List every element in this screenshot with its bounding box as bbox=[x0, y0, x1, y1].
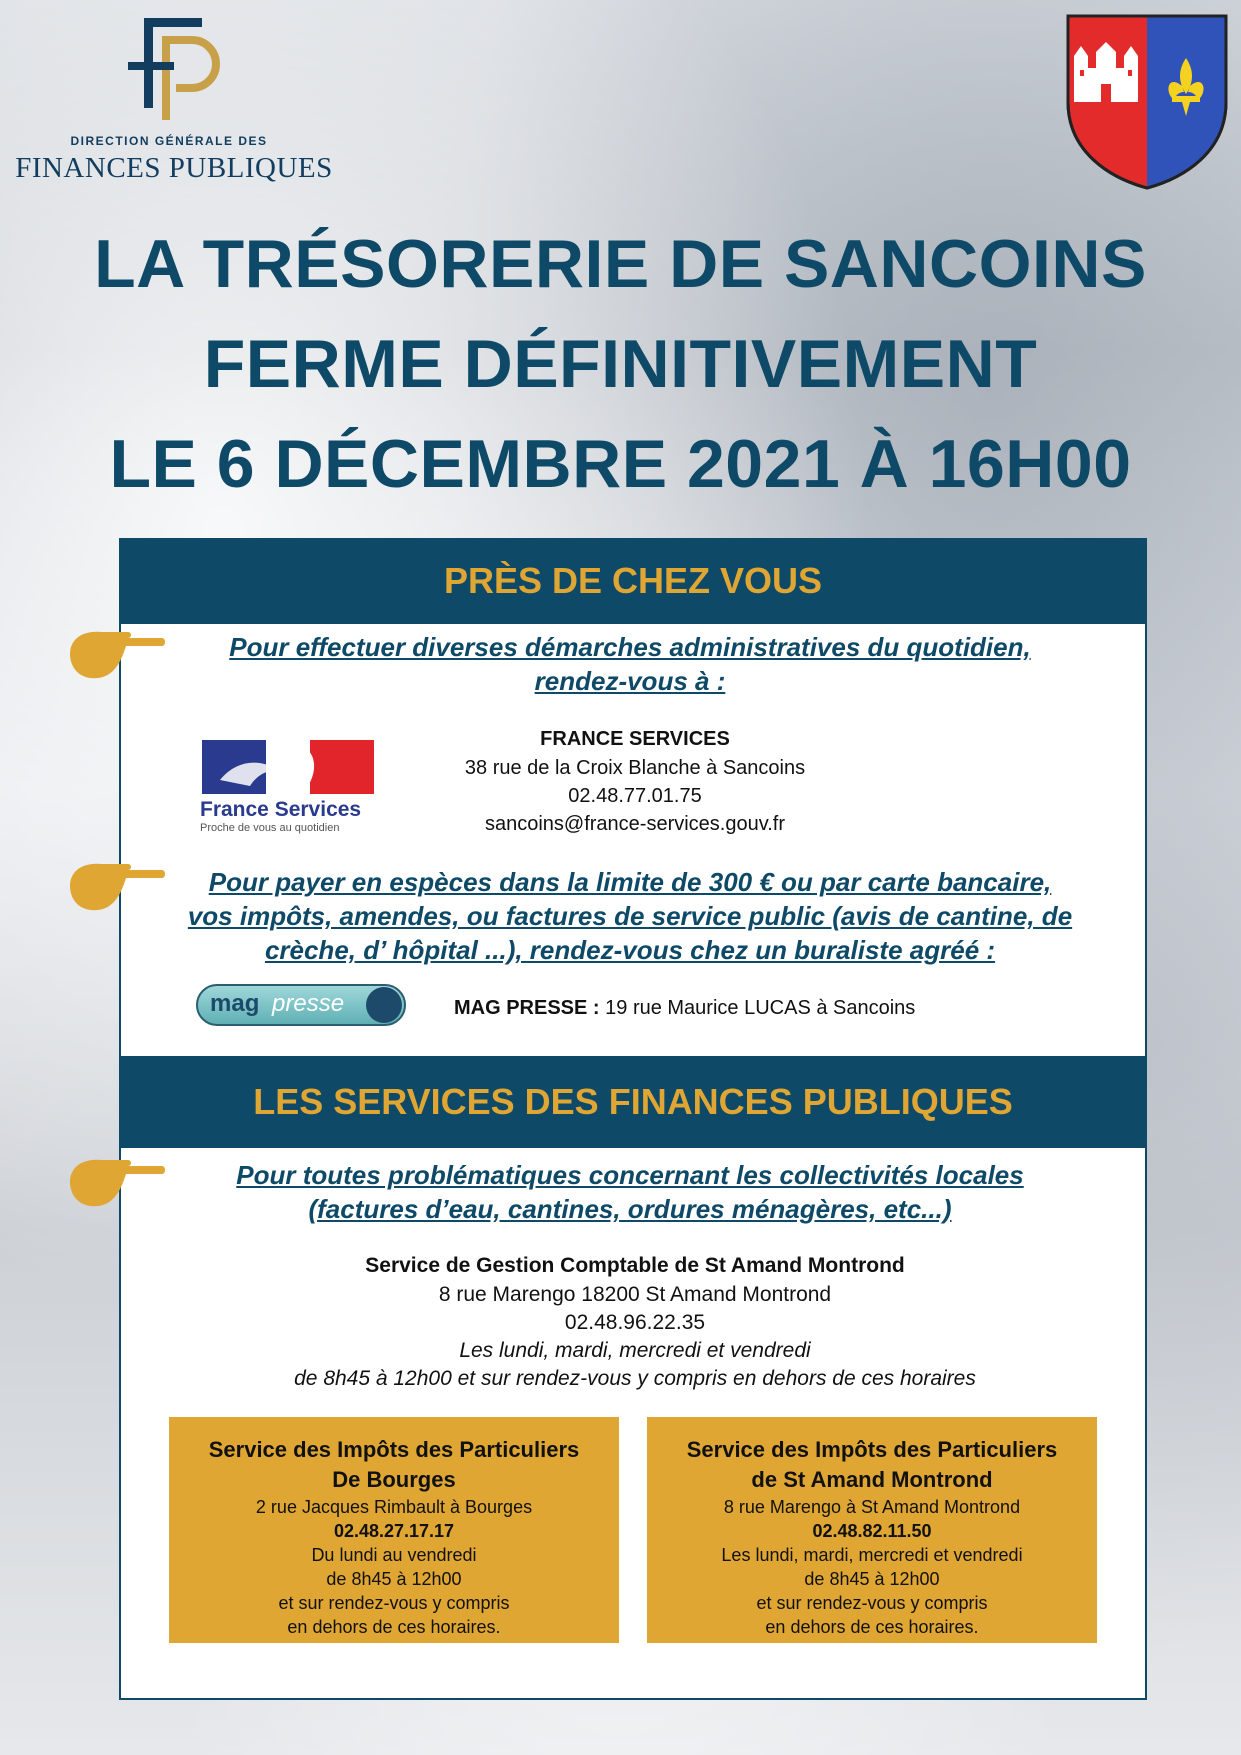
sip-st-amand-phone: 02.48.82.11.50 bbox=[812, 1521, 932, 1541]
sip-bourges-extra-1: et sur rendez-vous y compris bbox=[278, 1593, 510, 1613]
sip-st-amand-extra-2: en dehors de ces horaires. bbox=[765, 1617, 979, 1637]
mag-presse-logo-mag: mag bbox=[210, 990, 260, 1017]
sgc-phone: 02.48.96.22.35 bbox=[564, 1311, 706, 1334]
france-services-name: FRANCE SERVICES bbox=[540, 728, 730, 750]
collectivites-intro-line-2: (factures d’eau, cantines, ordures ménagères, etc...) bbox=[308, 1194, 952, 1224]
sip-st-amand-title-1: Service des Impôts des Particuliers bbox=[686, 1437, 1058, 1462]
payment-intro-line-1: Pour payer en espèces dans la limite de 300 € ou par carte bancaire, bbox=[208, 867, 1052, 897]
intro-admin-line-2: rendez-vous à : bbox=[534, 666, 726, 696]
dgfip-subtitle: DIRECTION GÉNÉRALE DES bbox=[70, 134, 268, 148]
sip-bourges-days: Du lundi au vendredi bbox=[311, 1545, 477, 1565]
sancoins-coat-of-arms-icon bbox=[1064, 12, 1230, 190]
sip-bourges-address: 2 rue Jacques Rimbault à Bourges bbox=[255, 1497, 533, 1517]
france-services-address: 38 rue de la Croix Blanche à Sancoins bbox=[464, 757, 806, 779]
payment-intro-line-2: vos impôts, amendes, ou factures de service public (avis de cantine, de bbox=[187, 901, 1073, 931]
section-title-services-finances-publiques: LES SERVICES DES FINANCES PUBLIQUES bbox=[119, 1056, 1147, 1148]
collectivites-intro-line-1: Pour toutes problématiques concernant les collectivités locales bbox=[236, 1160, 1024, 1190]
mag-presse-details bbox=[454, 997, 915, 1020]
sip-bourges-card bbox=[169, 1417, 619, 1643]
dgfip-title: FINANCES PUBLIQUES bbox=[15, 152, 333, 184]
payment-intro-line-3: crèche, d’ hôpital ...), rendez-vous chez un buraliste agréé : bbox=[264, 935, 996, 965]
france-services-logo-title: France Services bbox=[200, 798, 362, 821]
intro-admin-line-1: Pour effectuer diverses démarches administratives du quotidien, bbox=[229, 632, 1031, 662]
mag-presse-name: MAG PRESSE : bbox=[454, 997, 600, 1019]
sip-st-amand-days: Les lundi, mardi, mercredi et vendredi bbox=[721, 1545, 1023, 1565]
sgc-name: Service de Gestion Comptable de St Amand Montrond bbox=[365, 1254, 905, 1277]
mag-presse-logo-presse: presse bbox=[272, 990, 345, 1017]
sip-st-amand-title-2: de St Amand Montrond bbox=[751, 1467, 993, 1492]
sip-bourges-phone: 02.48.27.17.17 bbox=[333, 1521, 455, 1541]
sgc-hours: de 8h45 à 12h00 et sur rendez-vous y compris en dehors de ces horaires bbox=[294, 1367, 976, 1390]
sip-st-amand-card bbox=[647, 1417, 1097, 1643]
sip-st-amand-address: 8 rue Marengo à St Amand Montrond bbox=[723, 1497, 1021, 1517]
section-title-pres-de-chez-vous: PRÈS DE CHEZ VOUS bbox=[119, 538, 1147, 624]
sgc-days: Les lundi, mardi, mercredi et vendredi bbox=[459, 1339, 811, 1362]
headline-line-1: LA TRÉSORERIE DE SANCOINS bbox=[94, 226, 1147, 302]
france-services-logo bbox=[200, 740, 380, 834]
mag-presse-address: 19 rue Maurice LUCAS à Sancoins bbox=[599, 997, 916, 1019]
sip-st-amand-hours: de 8h45 à 12h00 bbox=[804, 1569, 940, 1589]
sip-bourges-title-2: De Bourges bbox=[332, 1467, 456, 1492]
sip-bourges-extra-2: en dehors de ces horaires. bbox=[287, 1617, 501, 1637]
france-services-email: sancoins@france-services.gouv.fr bbox=[484, 813, 786, 835]
headline-line-3: LE 6 DÉCEMBRE 2021 À 16H00 bbox=[109, 426, 1132, 502]
france-services-logo-tagline: Proche de vous au quotidien bbox=[200, 822, 340, 834]
dgfip-monogram-icon bbox=[122, 12, 222, 124]
dgfip-logo bbox=[14, 12, 334, 182]
marianne-flag-icon bbox=[200, 740, 376, 796]
sip-bourges-title-1: Service des Impôts des Particuliers bbox=[208, 1437, 580, 1462]
mag-presse-logo bbox=[196, 984, 408, 1028]
sgc-address: 8 rue Marengo 18200 St Amand Montrond bbox=[438, 1283, 832, 1306]
sip-st-amand-extra-1: et sur rendez-vous y compris bbox=[756, 1593, 988, 1613]
sip-bourges-hours: de 8h45 à 12h00 bbox=[326, 1569, 462, 1589]
headline-line-2: FERME DÉFINITIVEMENT bbox=[203, 326, 1038, 402]
quill-icon bbox=[366, 987, 402, 1023]
france-services-phone: 02.48.77.01.75 bbox=[568, 785, 702, 807]
